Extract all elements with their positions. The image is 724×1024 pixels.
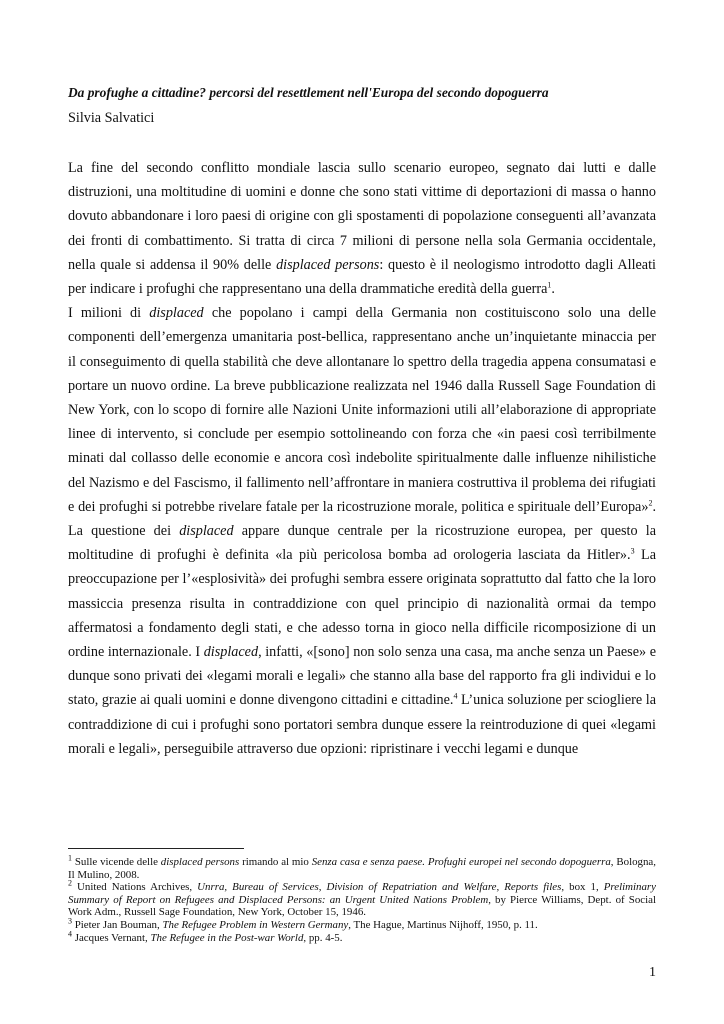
footnote-ref-3[interactable]: 3 bbox=[630, 546, 635, 556]
footnote-italic: The Refugee Problem in Western Germany bbox=[162, 918, 349, 931]
document-title: Da profughe a cittadine? percorsi del resettlement nell'Europa del secondo dopoguerra bbox=[68, 85, 549, 100]
footnote-italic: The Refugee in the Post-war World bbox=[150, 931, 304, 944]
footnote-number: 3 bbox=[68, 916, 72, 926]
body-text bbox=[68, 156, 656, 761]
footnote-number: 4 bbox=[68, 928, 72, 938]
footnote-text: Jacques Vernant, bbox=[72, 931, 151, 944]
paragraph-text: : questo è il neologismo introdotto dagli Alleati per indicare i profughi che rappresentano una della drammatiche eredità della guerra bbox=[68, 256, 656, 298]
footnotes bbox=[68, 853, 656, 944]
paragraph-text: . La questione dei bbox=[68, 498, 656, 540]
footnote-ref-4[interactable]: 4 bbox=[453, 691, 458, 701]
paragraph-text: . bbox=[551, 281, 555, 298]
italic-term: displaced bbox=[149, 305, 204, 322]
italic-term: displaced persons bbox=[276, 256, 380, 273]
footnote-text: , box 1, bbox=[561, 881, 604, 894]
footnote-text: , by Pierce Williams, Dept. of Social Work Adm., Russell Sage Foundation, New York, October 15, 1946. bbox=[68, 893, 656, 919]
footnote-text: , pp. 4-5. bbox=[303, 931, 343, 944]
footnote-text: Pieter Jan Bouman, bbox=[72, 918, 163, 931]
document-author: Silvia Salvatici bbox=[68, 110, 155, 126]
footnote-italic: Senza casa e senza paese. Profughi europei nel secondo dopoguerra bbox=[311, 856, 611, 868]
paragraph-text: I milioni di bbox=[68, 305, 150, 322]
italic-term: displaced bbox=[179, 523, 234, 540]
footnote-text: United Nations Archives, bbox=[72, 881, 198, 894]
footnote-italic: displaced persons bbox=[160, 856, 240, 868]
paragraph-text: appare dunque centrale per la ricostruzione europea, per questo la moltitudine di profughi è definita «la più pericolosa bomba ad orologeria lasciata da Hitler». bbox=[68, 523, 656, 564]
footnote-text: , The Hague, Martinus Nijhoff, 1950, p. 11. bbox=[348, 918, 538, 931]
paragraph-2 bbox=[68, 301, 656, 761]
footnote-ref-2[interactable]: 2 bbox=[648, 498, 653, 508]
footnote-italic: Preliminary Summary of Report on Refugees and Displaced Persons: an Urgent United Nations Problem bbox=[68, 881, 656, 906]
footnote-italic: Unrra, Bureau of Services, Division of Repatriation and Welfare, Reports files bbox=[197, 881, 562, 894]
paragraph-text: La fine del secondo conflitto mondiale lascia sullo scenario europeo, segnato dai lutti e dalle distruzioni, una moltitudine di uomini e donne che sono stati vittime di deportazioni di massa o hanno dovuto abbandonare i loro paesi di origine con gli spostamenti di popolazione conseguenti all’avanzata dei fronti di combattimento. Si tratta di circa 7 milioni di persone nella sola Germania occidentale, nella quale si addensa il 90% delle bbox=[68, 160, 656, 273]
footnote-ref-1[interactable]: 1 bbox=[547, 280, 552, 290]
footnote-text: rimando al mio bbox=[239, 856, 312, 868]
footnote-separator bbox=[68, 848, 244, 849]
paragraph-text: L’unica soluzione per sciogliere la contraddizione di cui i profughi sono portatori sembra dunque essere la reintroduzione di quei «legami morali e legali», perseguibile attraverso due opzioni: ripristinare i vecchi legami e dunque bbox=[68, 692, 656, 757]
paragraph-1 bbox=[68, 156, 656, 301]
footnote-number: 1 bbox=[68, 853, 72, 863]
footnote-4 bbox=[68, 928, 656, 945]
paragraph-text: , infatti, «[sono] non solo senza una casa, ma anche senza un Paese» e dunque sono privati dei «legami morali e legali» che stanno alla base del rapporto fra gli individui e lo stato, grazie ai quali uomini e donne divengono cittadini e cittadine. bbox=[68, 644, 656, 709]
footnote-text: , Bologna, Il Mulino, 2008. bbox=[68, 856, 656, 881]
footnote-3 bbox=[68, 916, 656, 932]
paragraph-text: che popolano i campi della Germania non costituiscono solo una delle componenti dell’emergenza umanitaria post-bellica, rappresentano anche un’inquietante minaccia per il conseguimento di quella stabilità che deve allontanare lo spettro della tragedia appena consumatasi e portare un nuovo ordine. La breve pubblicazione realizzata nel 1946 dalla Russell Sage Foundation di New York, con lo scopo di fornire alle Nazioni Unite informazioni utili all’elaborazione di appropriate linee di intervento, si conclude per esempio sottolineando con forza che «in paesi così terribilmente minati dal collasso delle economie e ancora così indebolite spiritualmente dalle influenze nihilistiche del Nazismo e del Fascismo, il fallimento nell’affrontare in maniera costruttiva il problema dei rifugiati e dei profughi si potrebbe rivelare fatale per la ricostruzione morale, politica e spirituale dell’Europa» bbox=[68, 305, 656, 515]
footnote-text: Sulle vicende delle bbox=[72, 856, 161, 868]
footnote-2 bbox=[68, 878, 656, 919]
paragraph-text: La preoccupazione per l’«esplosività» dei profughi sembra essere originata soprattutto dal fatto che la loro massiccia presenza risulta in contraddizione con quel principio di nazionalità ormai da tempo affermatosi a fondamento degli stati, e che adesso torna in gioco nella difficile ricomposizione di un ordine internazionale. I bbox=[68, 547, 656, 661]
italic-term: displaced bbox=[203, 644, 259, 661]
footnote-1 bbox=[68, 853, 656, 881]
footnote-number: 2 bbox=[68, 878, 72, 888]
page-number: 1 bbox=[649, 965, 656, 980]
